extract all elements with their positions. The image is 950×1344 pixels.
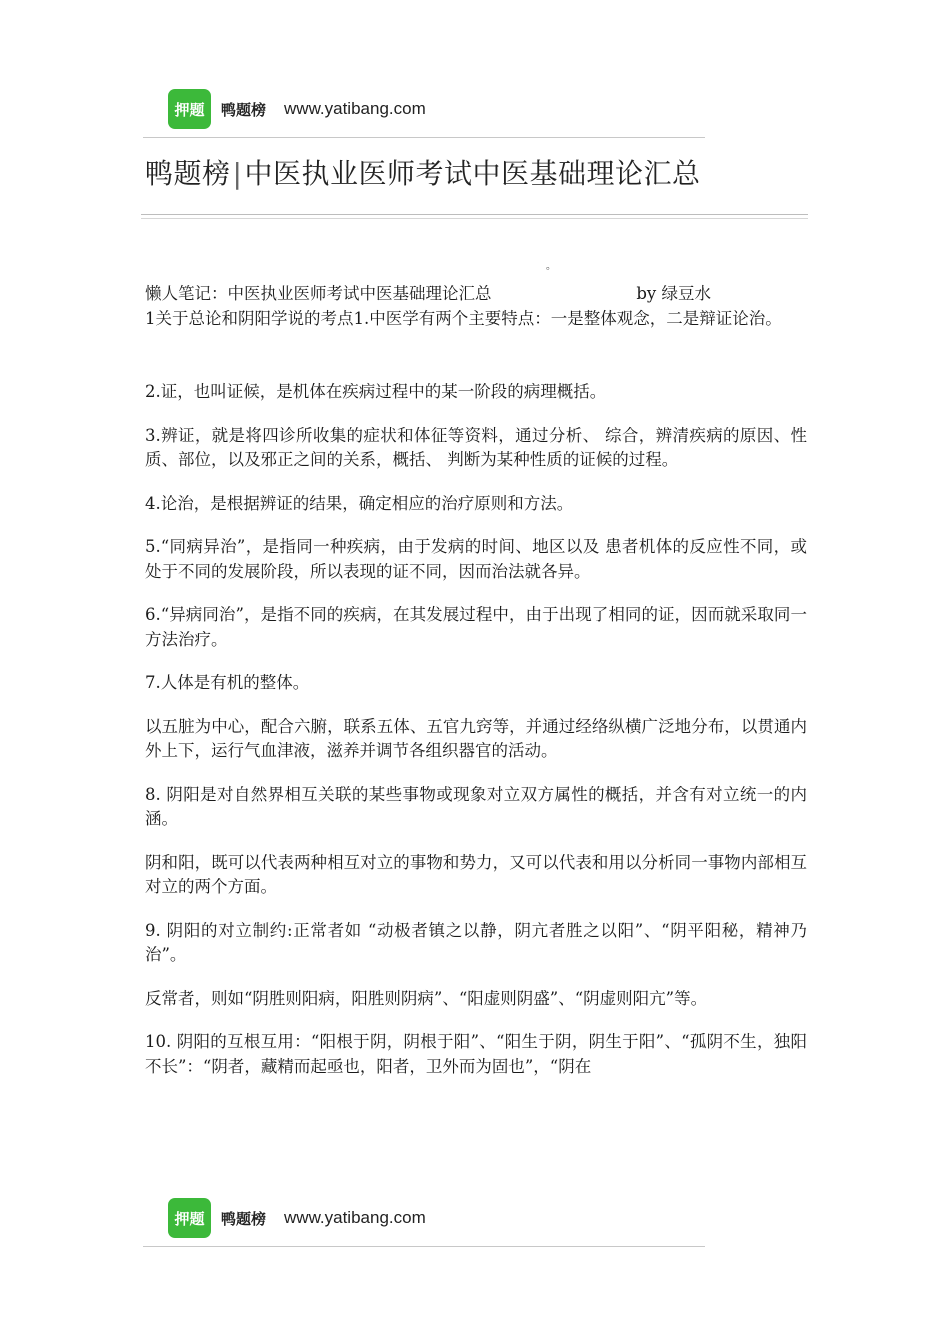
- brand-name: 鸭题榜: [221, 100, 267, 119]
- title-separator: |: [232, 157, 243, 190]
- title-divider-top: [141, 214, 808, 215]
- footer-brand-name: 鸭题榜: [221, 1209, 267, 1228]
- paragraph: 8. 阴阳是对自然界相互关联的某些事物或现象对立双方属性的概括，并含有对立统一的内涵。: [145, 784, 807, 828]
- logo-badge-icon: 押题: [168, 89, 211, 129]
- paragraph: 阴和阳，既可以代表两种相互对立的事物和势力，又可以代表和用以分析同一事物内部相互对立的两个方面。: [145, 852, 807, 896]
- paragraph: 10. 阴阳的互根互用：“阳根于阴，阴根于阳”、“阳生于阴，阴生于阳”、“孤阴不生，独阳不长”：“阴者，藏精而起亟也，阳者，卫外而为固也”，“阴在: [145, 1032, 807, 1076]
- page-title: [145, 152, 700, 192]
- paragraph: 2.证，也叫证候，是机体在疾病过程中的某一阶段的病理概括。: [145, 382, 607, 401]
- byline-title: 懒人笔记：中医执业医师考试中医基础理论汇总: [145, 284, 492, 303]
- footer-divider: [143, 1246, 705, 1247]
- paragraph: 6.“异病同治”，是指不同的疾病，在其发展过程中，由于出现了相同的证，因而就采取同一方法治疗。: [145, 605, 807, 649]
- footer-site-url[interactable]: www.yatibang.com: [284, 1208, 426, 1227]
- site-url[interactable]: www.yatibang.com: [284, 99, 426, 118]
- paragraph: 以五脏为中心，配合六腑，联系五体、五官九窍等，并通过经络纵横广泛地分布，以贯通内外上下，运行气血津液，滋养并调节各组织器官的活动。: [145, 716, 807, 760]
- paragraph: 5.“同病异治”，是指同一种疾病，由于发病的时间、地区以及 患者机体的反应性不同，或处于不同的发展阶段，所以表现的证不同，因而治法就各异。: [145, 537, 807, 581]
- title-divider-bottom: [141, 218, 808, 219]
- paragraph: 反常者，则如“阴胜则阳病，阳胜则阴病”、“阳虚则阴盛”、“阴虚则阳亢”等。: [145, 988, 708, 1008]
- footer-logo: [168, 1198, 426, 1238]
- logo-badge-icon: 押题: [168, 1198, 211, 1238]
- document-body: [145, 282, 807, 1079]
- header-divider: [143, 137, 705, 138]
- small-mark: 。: [546, 261, 556, 272]
- paragraph: 7.人体是有机的整体。: [145, 673, 310, 692]
- paragraph: 1关于总论和阴阳学说的考点1.中医学有两个主要特点：一是整体观念，二是辩证论治。: [145, 308, 782, 328]
- title-text: 中医执业医师考试中医基础理论汇总: [244, 157, 701, 190]
- byline-author: by 绿豆水: [636, 284, 711, 303]
- paragraph: 4.论治，是根据辨证的结果，确定相应的治疗原则和方法。: [145, 493, 574, 513]
- byline: [145, 282, 711, 307]
- paragraph: 3.辨证，就是将四诊所收集的症状和体征等资料，通过分析、 综合，辨清疾病的原因、性质、部位，以及邪正之间的关系，概括、 判断为某种性质的证候的过程。: [145, 425, 807, 469]
- title-brand: 鸭题榜: [145, 157, 231, 190]
- paragraph: 9. 阴阳的对立制约:正常者如 “动极者镇之以静，阴亢者胜之以阳”、“阴平阳秘，精神乃治”。: [145, 920, 807, 964]
- header-logo: [168, 89, 426, 129]
